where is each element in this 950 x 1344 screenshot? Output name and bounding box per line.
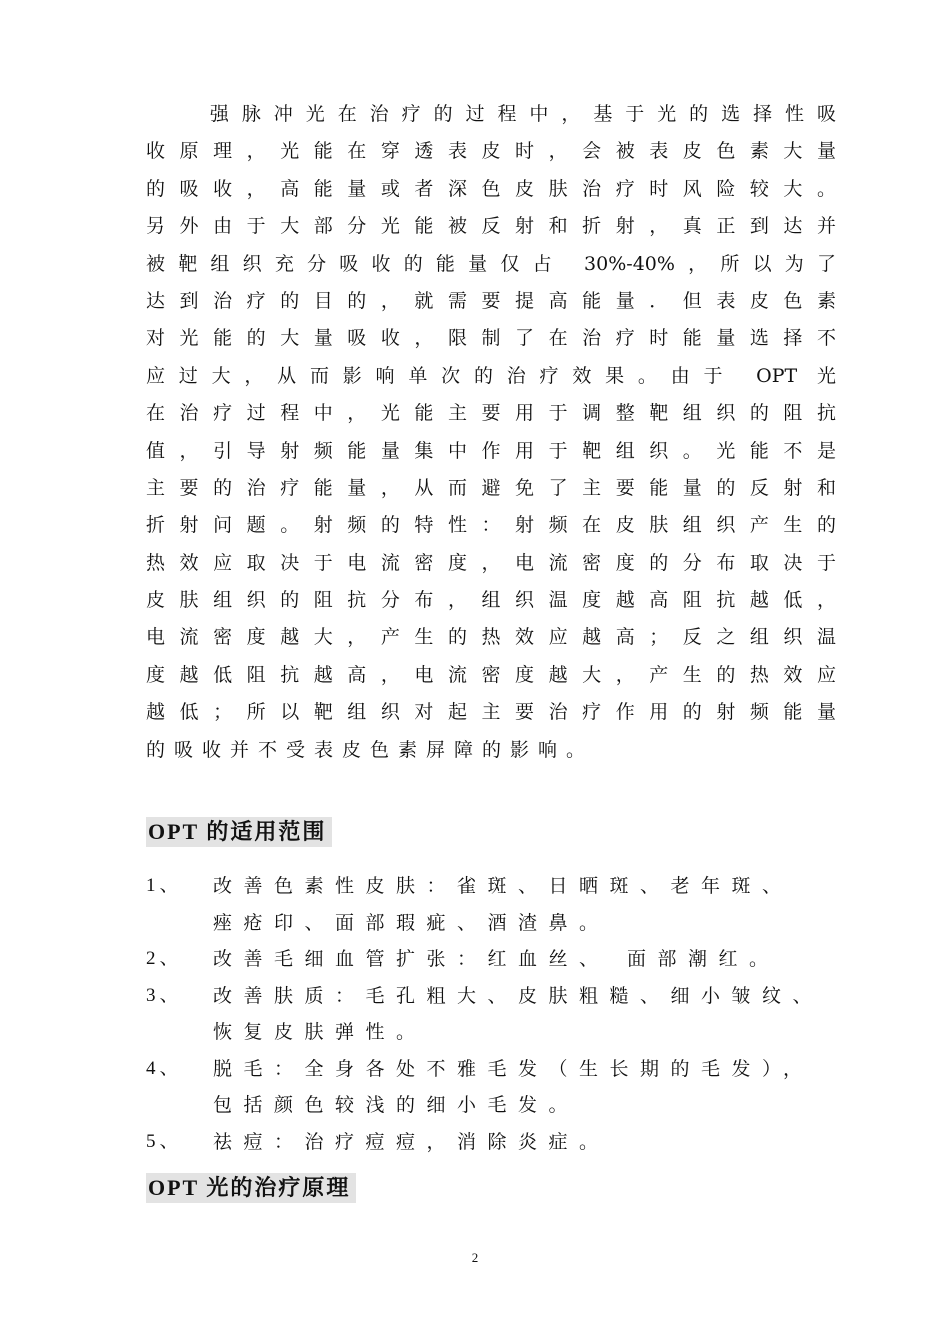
list-item: [146, 978, 864, 1015]
list-item-continuation: [146, 905, 864, 942]
page-number: 2: [471, 1250, 479, 1265]
paragraph-line: 热效应取决于电流密度，电流密度的分布取决于: [146, 551, 836, 574]
paragraph-line: 对光能的大量吸收，限制了在治疗时能量选择不: [146, 327, 836, 350]
paragraph-line: 另外由于大部分光能被反射和折射，真正到达并: [146, 215, 836, 238]
list-text: 改善毛细血管扩张：红血丝、 面部潮红。: [213, 948, 780, 970]
list-text: 痤疮印、面部瑕疵、酒渣鼻。: [213, 911, 610, 934]
body-paragraph: [146, 96, 836, 769]
paragraph-line: 度越低阻抗越高，电流密度越大，产生的热效应: [146, 663, 836, 686]
list-number: 5、: [146, 1130, 183, 1152]
list-text: 恢复皮肤弹性。: [213, 1021, 427, 1043]
list-number: 4、: [146, 1057, 183, 1079]
list-item: [146, 868, 864, 905]
paragraph-line: 折射问题。射频的特性：射频在皮肤组织产生的: [146, 514, 836, 537]
paragraph-line: 的吸收，高能量或者深色皮肤治疗时风险较大。: [146, 177, 836, 200]
paragraph-line: 强脉冲光在治疗的过程中，基于光的选择性吸: [146, 103, 836, 125]
list-item-continuation: [146, 1014, 864, 1051]
list-item: [146, 1124, 864, 1161]
paragraph-line: 应过大，从而影响单次的治疗效果。由于 OPT 光: [146, 364, 836, 387]
paragraph-line: 收原理，光能在穿透表皮时，会被表皮色素大量: [146, 140, 836, 163]
list-text: 改善色素性皮肤：雀斑、日晒斑、老年斑、: [213, 875, 793, 897]
paragraph-line: 在治疗过程中，光能主要用于调整靶组织的阻抗: [146, 402, 836, 425]
list-text: 祛痘：治疗痘痘，消除炎症。: [213, 1130, 610, 1153]
list-number: 3、: [146, 984, 183, 1006]
scope-list: [146, 868, 864, 1160]
section-heading-principle: OPT 光的治疗原理: [146, 1173, 356, 1203]
paragraph-line: 电流密度越大，产生的热效应越高；反之组织温: [146, 626, 836, 649]
paragraph-line: 的吸收并不受表皮色素屏障的影响。: [146, 738, 595, 761]
list-text: 包括颜色较浅的细小毛发。: [213, 1094, 580, 1116]
list-number: 1、: [146, 875, 183, 896]
list-item: [146, 1051, 864, 1088]
list-item: [146, 941, 864, 978]
list-text: 改善肤质：毛孔粗大、皮肤粗糙、细小皱纹、: [213, 984, 824, 1007]
section-heading-scope: OPT 的适用范围: [146, 817, 332, 847]
paragraph-line: 达到治疗的目的，就需要提高能量．但表皮色素: [146, 289, 836, 312]
paragraph-line: 主要的治疗能量，从而避免了主要能量的反射和: [146, 476, 836, 499]
list-text: 脱毛：全身各处不雅毛发（生长期的毛发），: [213, 1057, 814, 1080]
paragraph-line: 皮肤组织的阻抗分布，组织温度越高阻抗越低，: [146, 589, 836, 612]
paragraph-line: 越低；所以靶组织对起主要治疗作用的射频能量: [146, 701, 836, 724]
list-number: 2、: [146, 948, 183, 969]
paragraph-line: 被靶组织充分吸收的能量仅占 30%-40%，所以为了: [146, 252, 836, 275]
paragraph-line: 值，引导射频能量集中作用于靶组织。光能不是: [146, 439, 836, 462]
list-item-continuation: [146, 1087, 864, 1124]
